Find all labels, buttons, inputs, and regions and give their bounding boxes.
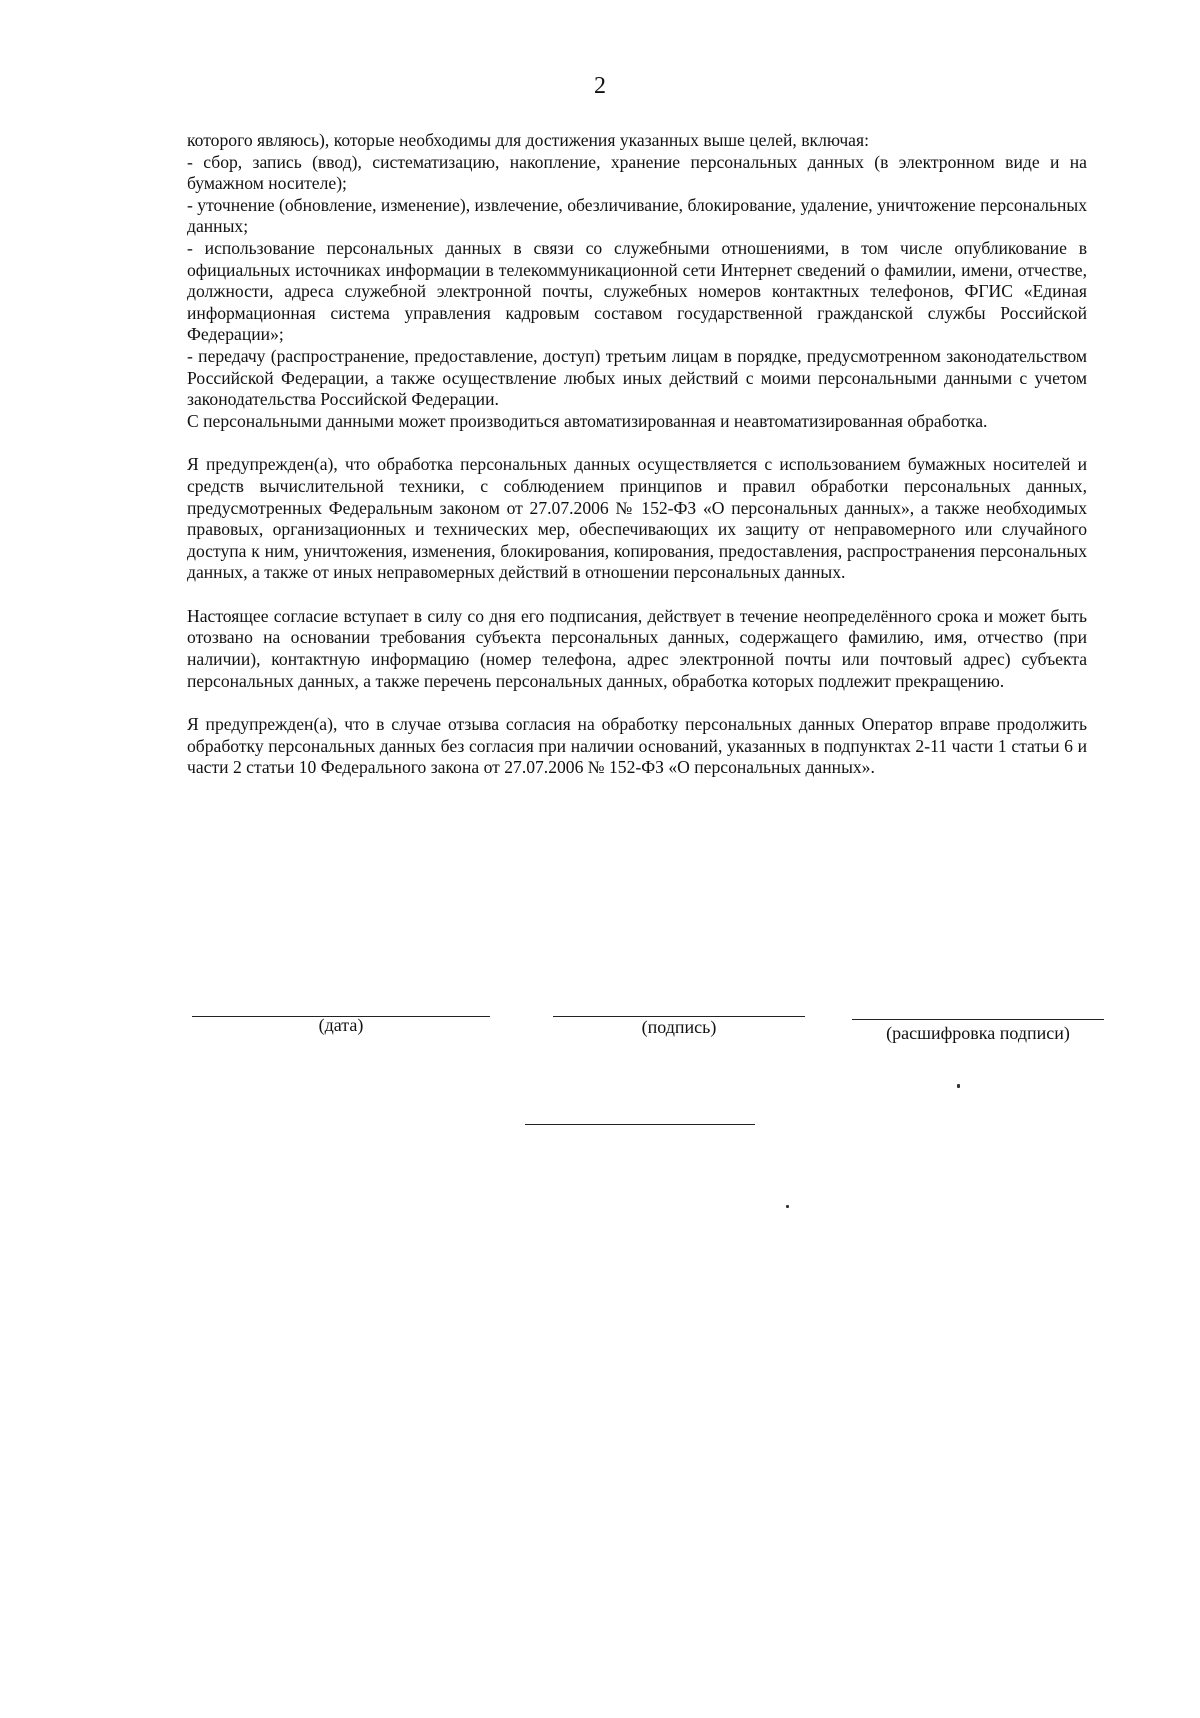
decryption-label: (расшифровка подписи) xyxy=(886,1023,1070,1043)
page-number: 2 xyxy=(594,73,606,99)
paragraph-consent-validity: Настоящее согласие вступает в силу со дня его подписания, действует в течение неопределённого срока и может быть отозвано на основании требования субъекта персональных данных, содержащего фамилию, имя, отчество (при наличии), контактную информацию (номер телефона, адрес электронной почты или почтовый адрес) субъекта персональных данных, а также перечень персональных данных, обработка которых подлежит прекращению. xyxy=(187,605,1087,691)
paragraph-warning-processing: Я предупрежден(а), что обработка персональных данных осуществляется с использованием бумажных носителей и средств вычислительной техники, с соблюдением принципов и правил обработки персональных данных, предусмотренных Федеральным законом от 27.07.2006 № 152-ФЗ «О персональных данных», а также необходимых правовых, организационных и технических мер, обеспечивающих их защиту от неправомерного или случайного доступа к ним, уничтожения, изменения, блокирования, копирования, предоставления, распространения персональных данных, а также от иных неправомерных действий в отношении персональных данных. xyxy=(187,454,1087,583)
date-label: (дата) xyxy=(318,1015,364,1035)
list-item-collection: - сбор, запись (ввод), систематизацию, накопление, хранение персональных данных (в электронном виде и на бумажном носителе); xyxy=(187,151,1087,194)
decryption-line xyxy=(852,1019,1104,1020)
signature-label: (подпись) xyxy=(641,1017,717,1037)
list-item-transfer: - передачу (распространение, предоставление, доступ) третьим лицам в порядке, предусмотренном законодательством Российской Федерации, а также осуществление любых иных действий с моими персональными данными с учетом законодательства Российской Федерации. xyxy=(187,345,1087,410)
paragraph-warning-revocation: Я предупрежден(а), что в случае отзыва согласия на обработку персональных данных Оператор вправе продолжить обработку персональных данных без согласия при наличии оснований, указанных в подпунктах 2-11 части 1 статьи 6 и части 2 статьи 10 Федерального закона от 27.07.2006 № 152-ФЗ «О персональных данных». xyxy=(187,714,1087,778)
document-body xyxy=(187,130,1087,779)
list-item-usage: - использование персональных данных в связи со служебными отношениями, в том числе опубликование в официальных источниках информации в телекоммуникационной сети Интернет сведений о фамилии, имени, отчестве, должности, адреса служебной электронной почты, служебных номеров контактных телефонов, ФГИС «Единая информационная система управления кадровым составом государственной гражданской службы Российской Федерации»; xyxy=(187,237,1087,345)
paragraph-processing-type: С персональными данными может производиться автоматизированная и неавтоматизированная обработка. xyxy=(187,410,988,431)
closing-divider xyxy=(525,1124,755,1125)
scan-speck xyxy=(786,1205,789,1208)
paragraph-intro: которого являюсь), которые необходимы для достижения указанных выше целей, включая: xyxy=(187,130,869,150)
scan-speck xyxy=(957,1084,960,1088)
list-item-clarification: - уточнение (обновление, изменение), извлечение, обезличивание, блокирование, удаление, уничтожение персональных данных; xyxy=(187,194,1087,237)
